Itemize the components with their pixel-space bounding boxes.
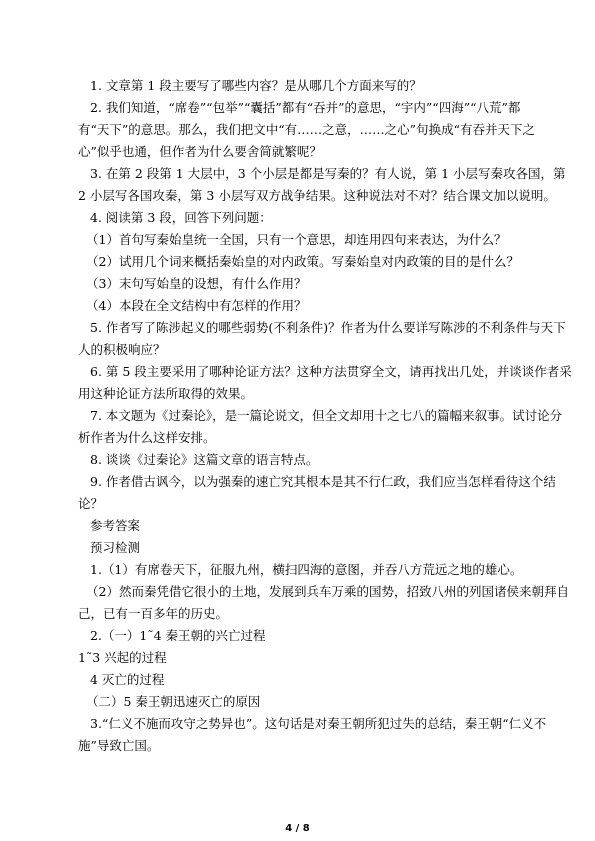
question-3-line-1: 3. 在第 2 段第 1 大层中，3 个小层是都是写秦的？有人说，第 1 小层写秦攻各国，第 — [90, 166, 566, 181]
answer-2-line-3: 4 灭亡的过程 — [90, 672, 165, 687]
answer-3-line-2: 施”导致亡国。 — [78, 738, 160, 753]
answer-2-line-1: 2.（一）1˜4 秦王朝的兴亡过程 — [90, 628, 266, 643]
question-4-sub-4: （4）本段在全文结构中有怎样的作用？ — [86, 298, 307, 313]
question-4-sub-3: （3）末句写始皇的设想，有什么作用？ — [86, 276, 307, 291]
answers-heading: 参考答案 — [90, 518, 141, 533]
answer-1-line-1: 1.（1）有席卷天下，征服九州，横扫四海的意图，并吞八方荒远之地的雄心。 — [90, 562, 523, 577]
question-9-line-2: 论？ — [78, 496, 104, 511]
question-1-line-1: 1. 文章第 1 段主要写了哪些内容？是从哪几个方面来写的？ — [90, 78, 422, 93]
answer-2-line-4: （二）5 秦王朝迅速灭亡的原因 — [86, 694, 261, 709]
question-6-line-2: 用这种论证方法所取得的效果。 — [78, 386, 254, 401]
question-7-line-1: 7. 本文题为《过秦论》，是一篇论说文，但全文却用十之七八的篇幅来叙事。试讨论分 — [90, 408, 563, 423]
question-3-line-2: 2 小层写各国攻秦，第 3 小层写双方战争结果。这种说法对不对？结合课文加以说明。 — [78, 188, 556, 203]
preview-heading: 预习检测 — [90, 540, 141, 555]
question-4-line-1: 4. 阅读第 3 段，回答下列问题： — [90, 210, 272, 225]
answer-1-2-line-1: （2）然而秦凭借它很小的土地，发展到兵车万乘的国势，招致八州的列国诸侯来朝拜自 — [86, 584, 569, 599]
question-4-sub-1: （1）首句写秦始皇统一全国，只有一个意思，却连用四句来表达，为什么？ — [86, 232, 507, 247]
answer-2-line-2: 1˜3 兴起的过程 — [78, 650, 167, 665]
question-4-sub-2: （2）试用几个词来概括秦始皇的对内政策。写秦始皇对内政策的目的是什么？ — [86, 254, 519, 269]
question-5-line-1: 5. 作者写了陈涉起义的哪些弱势(不利条件)？作者为什么要详写陈涉的不利条件与天下 — [90, 320, 566, 335]
answer-1-2-line-2: 己，已有一百多年的历史。 — [78, 606, 229, 621]
question-9-line-1: 9. 作者借古讽今，以为强秦的速亡究其根本是其不行仁政，我们应当怎样看待这个结 — [90, 474, 556, 489]
question-7-line-2: 析作者为什么这样安排。 — [78, 430, 216, 445]
page-number: 4 / 8 — [285, 823, 310, 834]
question-2-line-1: 2. 我们知道，“席卷”“包举”“囊括”都有“吞并”的意思，“宇内”“四海”“八荒”都 — [90, 100, 521, 115]
question-8-line-1: 8. 谈谈《过秦论》这篇文章的语言特点。 — [90, 452, 319, 467]
question-2-line-2: 有“天下”的意思。那么，我们把文中“有……之意，……之心”句换成“有吞并天下之 — [78, 122, 535, 137]
answer-3-line-1: 3.“仁义不施而攻守之势异也”。这句话是对秦王朝所犯过失的总结，秦王朝“仁义不 — [90, 716, 547, 731]
question-5-line-2: 人的积极响应？ — [78, 342, 166, 357]
question-2-line-3: 心”似乎也通，但作者为什么要舍简就繁呢？ — [78, 144, 322, 159]
question-6-line-1: 6. 第 5 段主要采用了哪种论证方法？这种方法贯穿全文，请再找出几处，并谈谈作者采 — [90, 364, 572, 379]
